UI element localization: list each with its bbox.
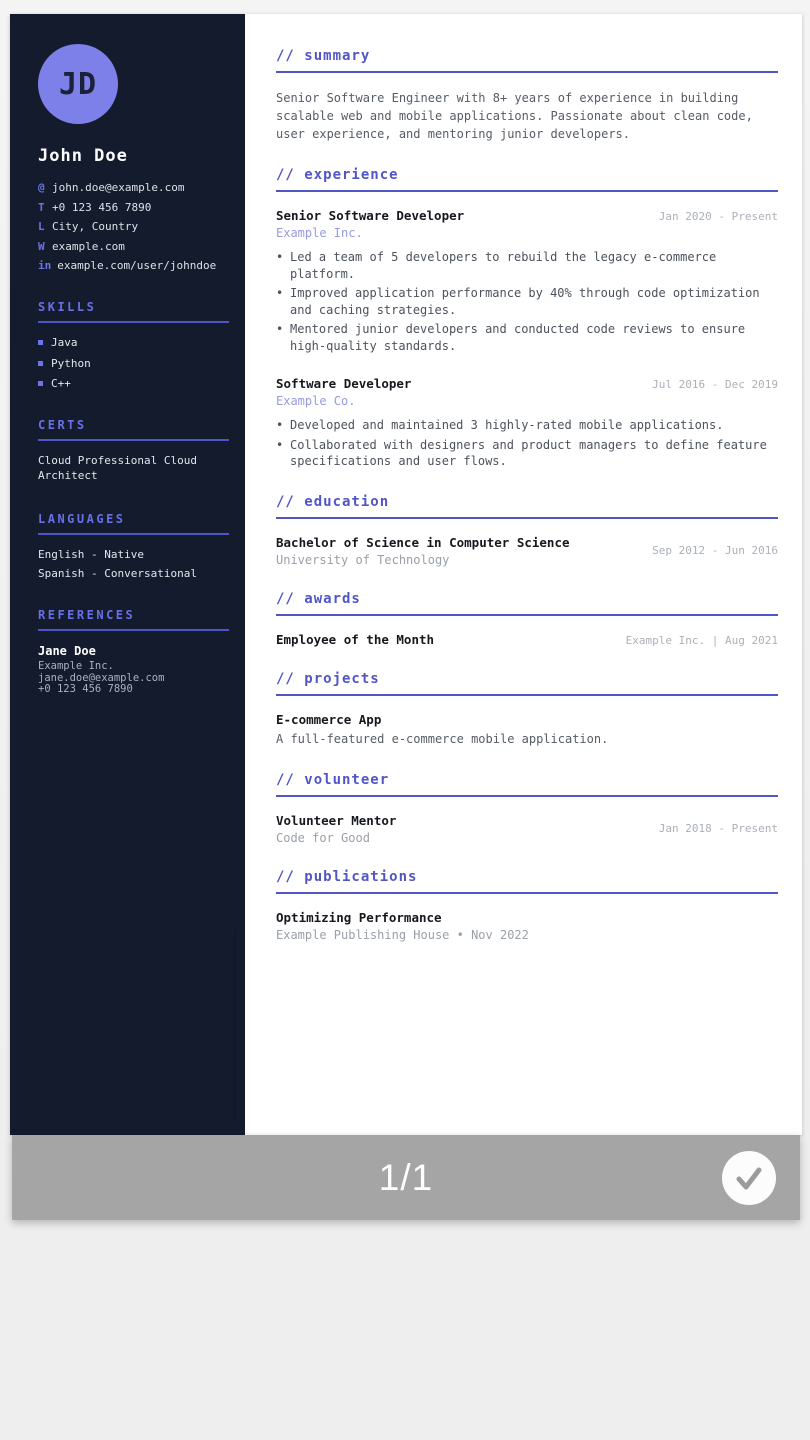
- section-rule: [276, 795, 778, 797]
- contact-phone-text: +0 123 456 7890: [52, 200, 152, 214]
- section-rule: [38, 629, 229, 631]
- experience-heading: // experience: [276, 167, 399, 183]
- page-indicator: 1/1: [378, 1156, 434, 1198]
- confirm-button[interactable]: [722, 1151, 776, 1205]
- publication-entry: [276, 910, 778, 942]
- contact-item-website: [38, 241, 229, 253]
- publication-meta: Example Publishing House • Nov 2022: [276, 927, 529, 942]
- experience-entry: [276, 208, 778, 354]
- publications-heading: // publications: [276, 868, 418, 885]
- job-dates: Jan 2020 - Present: [658, 210, 778, 223]
- phone-icon: T: [38, 200, 45, 214]
- job-bullet: • Developed and maintained 3 highly-rated mobile applications.: [276, 417, 778, 434]
- contact-list: [38, 182, 229, 272]
- job-bullet: • Collaborated with designers and product managers to define feature specifications and user flows.: [276, 437, 778, 470]
- contact-linkedin-text: example.com/user/johndoe: [57, 259, 217, 272]
- linkedin-icon: in: [38, 259, 52, 272]
- section-rule: [276, 694, 778, 696]
- job-bullet: • Led a team of 5 developers to rebuild the legacy e-commerce platform.: [276, 249, 778, 282]
- education-dates: Sep 2012 - Jun 2016: [652, 544, 778, 558]
- location-icon: L: [38, 220, 45, 233]
- degree-title: Bachelor of Science in Computer Science: [276, 534, 570, 550]
- project-title: E-commerce App: [276, 711, 382, 727]
- job-bullet: • Improved application performance by 40% through code optimization and caching strategies.: [276, 285, 778, 318]
- section-rule: [276, 190, 778, 192]
- avatar-initials: JD: [58, 66, 98, 102]
- job-bullet-list: [276, 249, 778, 354]
- footer-toolbar: [12, 1135, 800, 1220]
- sidebar-section-languages: [38, 512, 229, 581]
- section-publications: [276, 869, 778, 942]
- sidebar-section-skills: [38, 300, 229, 390]
- section-volunteer: [276, 772, 778, 845]
- volunteer-heading: // volunteer: [276, 771, 390, 788]
- page-edge-mark: [234, 931, 236, 1121]
- email-icon: @: [38, 181, 45, 194]
- contact-location-text: City, Country: [52, 220, 139, 233]
- section-rule: [38, 321, 229, 323]
- education-entry: [276, 535, 778, 567]
- website-icon: W: [38, 239, 45, 253]
- job-company: Example Inc.: [276, 226, 363, 240]
- award-title: Employee of the Month: [276, 631, 435, 647]
- section-rule: [276, 517, 778, 519]
- summary-text: Senior Software Engineer with 8+ years of experience in building scalable web and mobile applications. Passionate about clean code, user experience, and mentoring junior developers.: [276, 91, 753, 141]
- job-bullet-list: [276, 417, 778, 470]
- awards-heading: // awards: [276, 590, 361, 607]
- resume-main-column: [245, 14, 802, 1135]
- resume-sidebar: [10, 14, 245, 1135]
- contact-item-phone: [38, 202, 229, 214]
- section-rule: [38, 533, 229, 535]
- publication-title: Optimizing Performance: [276, 909, 442, 925]
- languages-heading: LANGUAGES: [38, 511, 126, 526]
- person-name: John Doe: [38, 146, 128, 166]
- job-company: Example Co.: [276, 394, 356, 409]
- skill-item: Java: [38, 336, 229, 349]
- checkmark-icon: [732, 1161, 766, 1195]
- experience-entry: [276, 376, 778, 470]
- avatar: [38, 44, 118, 124]
- sidebar-section-certs: [38, 418, 229, 484]
- reference-phone: +0 123 456 7890: [38, 683, 133, 696]
- section-awards: [276, 591, 778, 647]
- projects-heading: // projects: [276, 670, 380, 687]
- contact-item-location: [38, 221, 229, 233]
- section-rule: [276, 892, 778, 894]
- contact-website-text: example.com: [52, 239, 125, 253]
- volunteer-dates: Jan 2018 - Present: [658, 822, 778, 836]
- section-rule: [276, 614, 778, 616]
- volunteer-title: Volunteer Mentor: [276, 812, 397, 828]
- language-item: Spanish - Conversational: [38, 567, 197, 581]
- job-bullet: • Mentored junior developers and conducted code reviews to ensure high-quality standards.: [276, 321, 778, 354]
- section-experience: [276, 167, 778, 470]
- volunteer-entry: [276, 813, 778, 845]
- award-meta: Example Inc. | Aug 2021: [625, 633, 778, 647]
- school-name: University of Technology: [276, 552, 450, 567]
- volunteer-org: Code for Good: [276, 830, 370, 845]
- certs-heading: CERTS: [38, 418, 87, 432]
- project-entry: [276, 712, 778, 748]
- reference-company: Example Inc.: [38, 660, 114, 673]
- section-projects: [276, 671, 778, 748]
- resume-preview-page[interactable]: [10, 14, 802, 1135]
- project-description: A full-featured e-commerce mobile application.: [276, 731, 609, 746]
- sidebar-section-references: [38, 608, 229, 696]
- language-item: English - Native: [38, 547, 144, 561]
- section-summary: [276, 48, 778, 143]
- contact-item-email: [38, 182, 229, 194]
- section-rule: [38, 439, 229, 441]
- contact-item-linkedin: [38, 260, 229, 272]
- contact-email-text: john.doe@example.com: [52, 181, 185, 194]
- section-rule: [276, 71, 778, 73]
- award-entry: [276, 632, 778, 647]
- summary-heading: // summary: [276, 48, 371, 64]
- job-dates: Jul 2016 - Dec 2019: [652, 378, 778, 392]
- cert-text: Cloud Professional Cloud Architect: [38, 454, 197, 482]
- reference-name: Jane Doe: [38, 644, 96, 659]
- skill-item: C++: [38, 377, 229, 390]
- references-heading: REFERENCES: [38, 608, 136, 623]
- skill-item: Python: [38, 357, 229, 370]
- job-title: Software Developer: [276, 376, 412, 392]
- reference-email: jane.doe@example.com: [38, 671, 165, 684]
- education-heading: // education: [276, 493, 390, 510]
- skills-heading: SKILLS: [38, 300, 97, 314]
- job-title: Senior Software Developer: [276, 208, 465, 223]
- section-education: [276, 494, 778, 567]
